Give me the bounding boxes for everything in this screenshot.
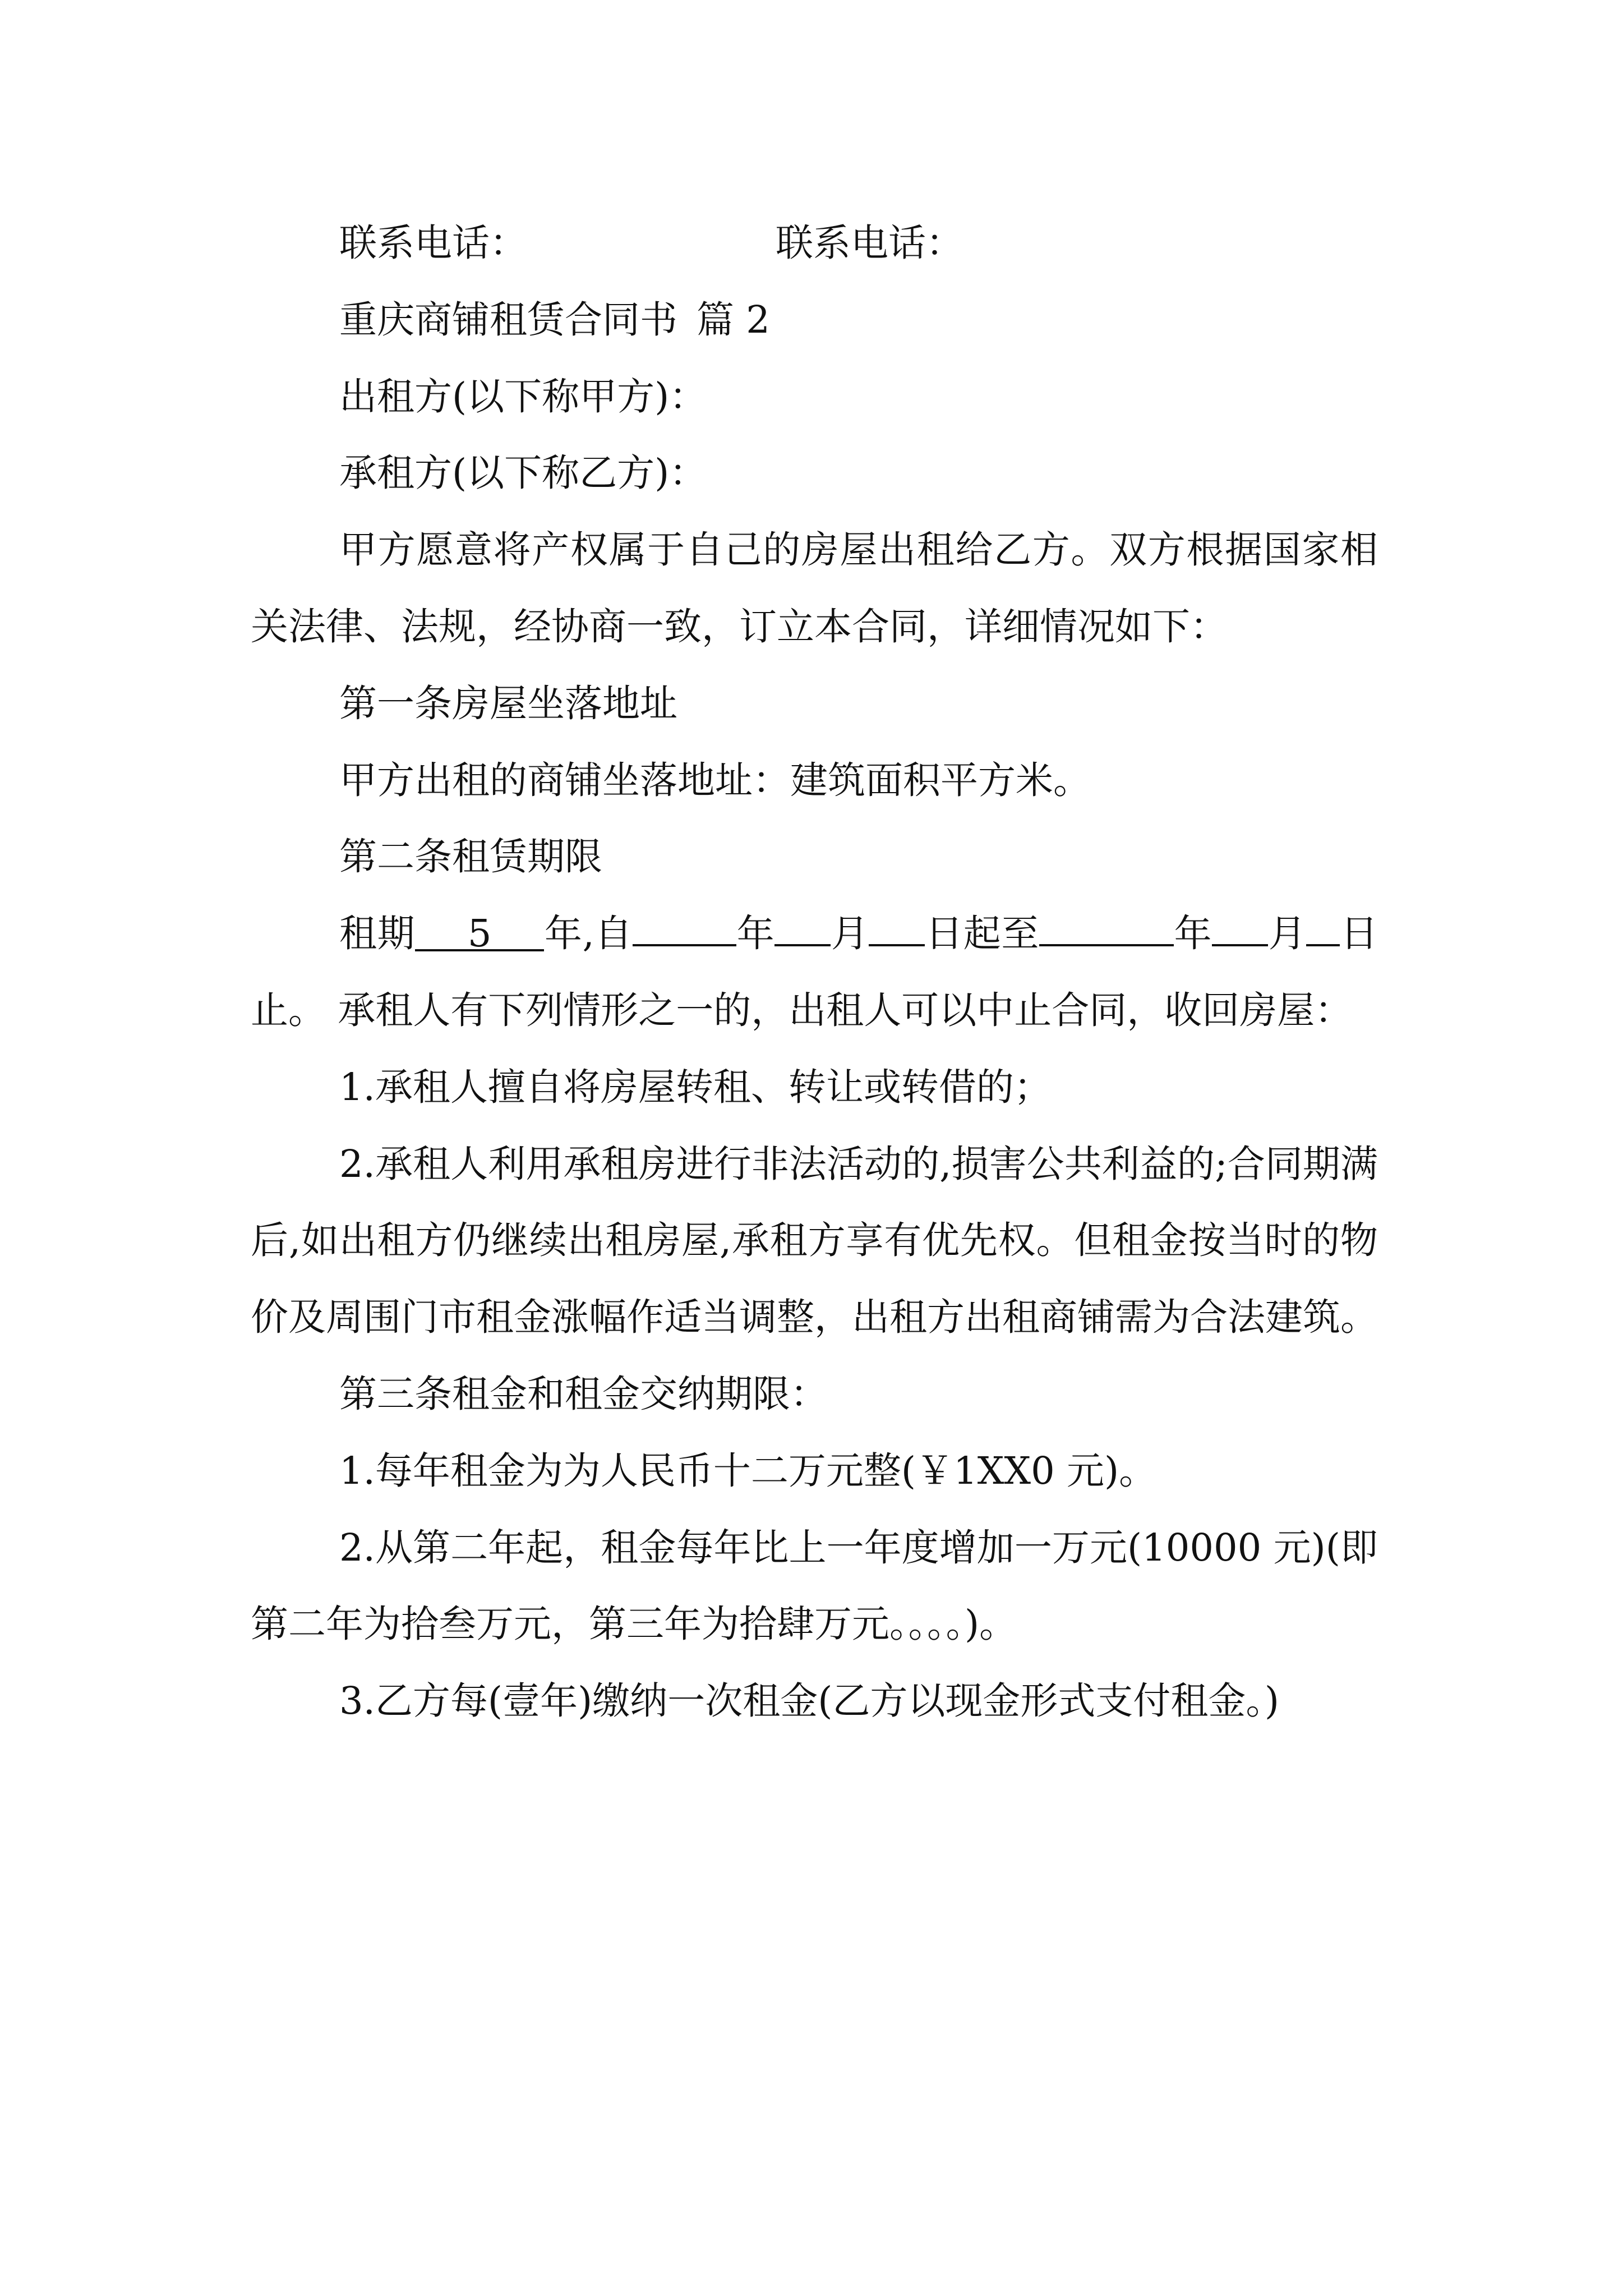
start-year-blank [633, 913, 736, 946]
article3-item2: 2.从第二年起，租金每年比上一年度增加一万元(10000 元)(即第二年为拾叁万元，第三年为拾肆万元。。。。)。 [251, 1525, 1378, 1646]
end-day-blank [1306, 913, 1340, 946]
contract-section: 篇 2 [697, 297, 770, 342]
article3-title: 第三条租金和租金交纳期限： [339, 1372, 828, 1416]
article1-title: 第一条房屋坐落地址 [339, 681, 677, 725]
party-a-phone-label: 联系电话： [339, 221, 527, 265]
article2-term-paragraph [251, 895, 1378, 1049]
start-day-unit: 日起至 [925, 912, 1039, 956]
contact-phone-row [251, 205, 1378, 282]
intro-paragraph: 甲方愿意将产权属于自己的房屋出租给乙方。双方根据国家相关法律、法规，经协商一致，订立本合同，详细情况如下： [251, 528, 1378, 648]
end-month-unit: 月 [1268, 912, 1307, 956]
article2-title: 第二条租赁期限 [339, 835, 602, 879]
end-year-unit: 年 [1173, 912, 1212, 956]
contract-title: 重庆商铺租赁合同书 [339, 297, 677, 342]
term-prefix: 租期 [339, 912, 416, 956]
term-end-suffix: 日止。 承租人有下列情形之一的，出租人可以中止合同，收回房屋： [251, 912, 1378, 1032]
term-years-blank: 5 [415, 918, 544, 951]
article1-text: 甲方出租的商铺坐落地址：建筑面积平方米。 [339, 758, 1091, 802]
article2-item1: 1.承租人擅自将房屋转租、转让或转借的； [339, 1065, 1052, 1109]
document-body [251, 205, 1378, 1740]
article3-item3: 3.乙方每(壹年)缴纳一次租金(乙方以现金形式支付租金。) [339, 1679, 1279, 1723]
end-month-blank [1212, 913, 1268, 946]
start-day-blank [869, 913, 925, 946]
start-month-blank [774, 913, 831, 946]
end-year-blank [1039, 913, 1174, 946]
article2-item2: 2.承租人利用承租房进行非法活动的,损害公共利益的;合同期满后,如出租方仍继续出租房屋,承租方享有优先权。但租金按当时的物价及周围门市租金涨幅作适当调整，出租方出租商铺需为合法建筑。 [251, 1142, 1378, 1340]
start-month-unit: 月 [831, 912, 869, 956]
start-year-unit: 年 [736, 912, 775, 956]
article3-item1: 1.每年租金为为人民币十二万元整(￥1XX0 元)。 [339, 1448, 1157, 1493]
term-year-unit: 年,自 [544, 912, 633, 956]
lessee-line: 承租方(以下称乙方)： [339, 451, 707, 495]
party-b-phone-label: 联系电话： [776, 221, 963, 265]
lessor-line: 出租方(以下称甲方)： [339, 374, 707, 418]
contract-title-row [251, 282, 1378, 358]
